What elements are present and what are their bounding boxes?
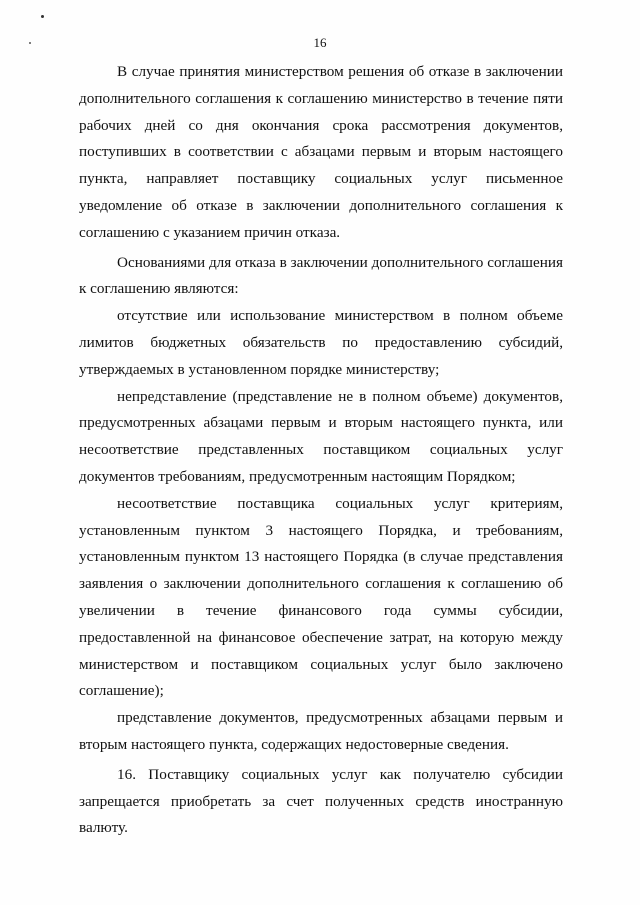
paragraph-ground-documents: непредставление (представление не в полном объеме) документов, предусмотренных абзацами первым и вторым настоящего пункта, или несоответствие представленных поставщиком социальных услуг документов требованиям, предусмотренным настоящим Порядком; <box>79 387 563 485</box>
paragraph-ground-criteria: несоответствие поставщика социальных услуг критериям, установленным пунктом 3 настоящего Порядка, и требованиям, установленным пунктом 13 настоящего Порядка (в случае представления заявления о заключении дополнительного соглашения к соглашению об увеличении в течение финансового года суммы субсидии, предоставленной на финансовое обеспечение затрат, на которую между министерством и поставщиком социальных услуг было заключено соглашение); <box>79 494 563 700</box>
paragraph-item-16: 16. Поставщику социальных услуг как получателю субсидии запрещается приобретать за счет полученных средств иностранную валюту. <box>79 765 563 837</box>
paragraph-ground-false-info: представление документов, предусмотренных абзацами первым и вторым настоящего пункта, содержащих недостоверные сведения. <box>79 709 563 753</box>
paragraph-refusal-notice: В случае принятия министерством решения об отказе в заключении дополнительного соглашения к соглашению министерство в течение пяти рабочих дней со дня окончания срока рассмотрения документов, поступивших в соответствии с абзацами первым и вторым настоящего пункта, направляет поставщику социальных услуг письменное уведомление об отказе в заключении дополнительного соглашения к соглашению с указанием причин отказа. <box>79 63 563 241</box>
page-number: 16 <box>313 35 327 50</box>
paragraph-ground-limits: отсутствие или использование министерством в полном объеме лимитов бюджетных обязательств по предоставлению субсидий, утверждаемых в установленном порядке министерству; <box>79 307 563 378</box>
document-body <box>79 59 563 842</box>
paragraph-grounds-intro: Основаниями для отказа в заключении дополнительного соглашения к соглашению являются: <box>79 253 563 298</box>
scan-artifact <box>41 15 44 18</box>
